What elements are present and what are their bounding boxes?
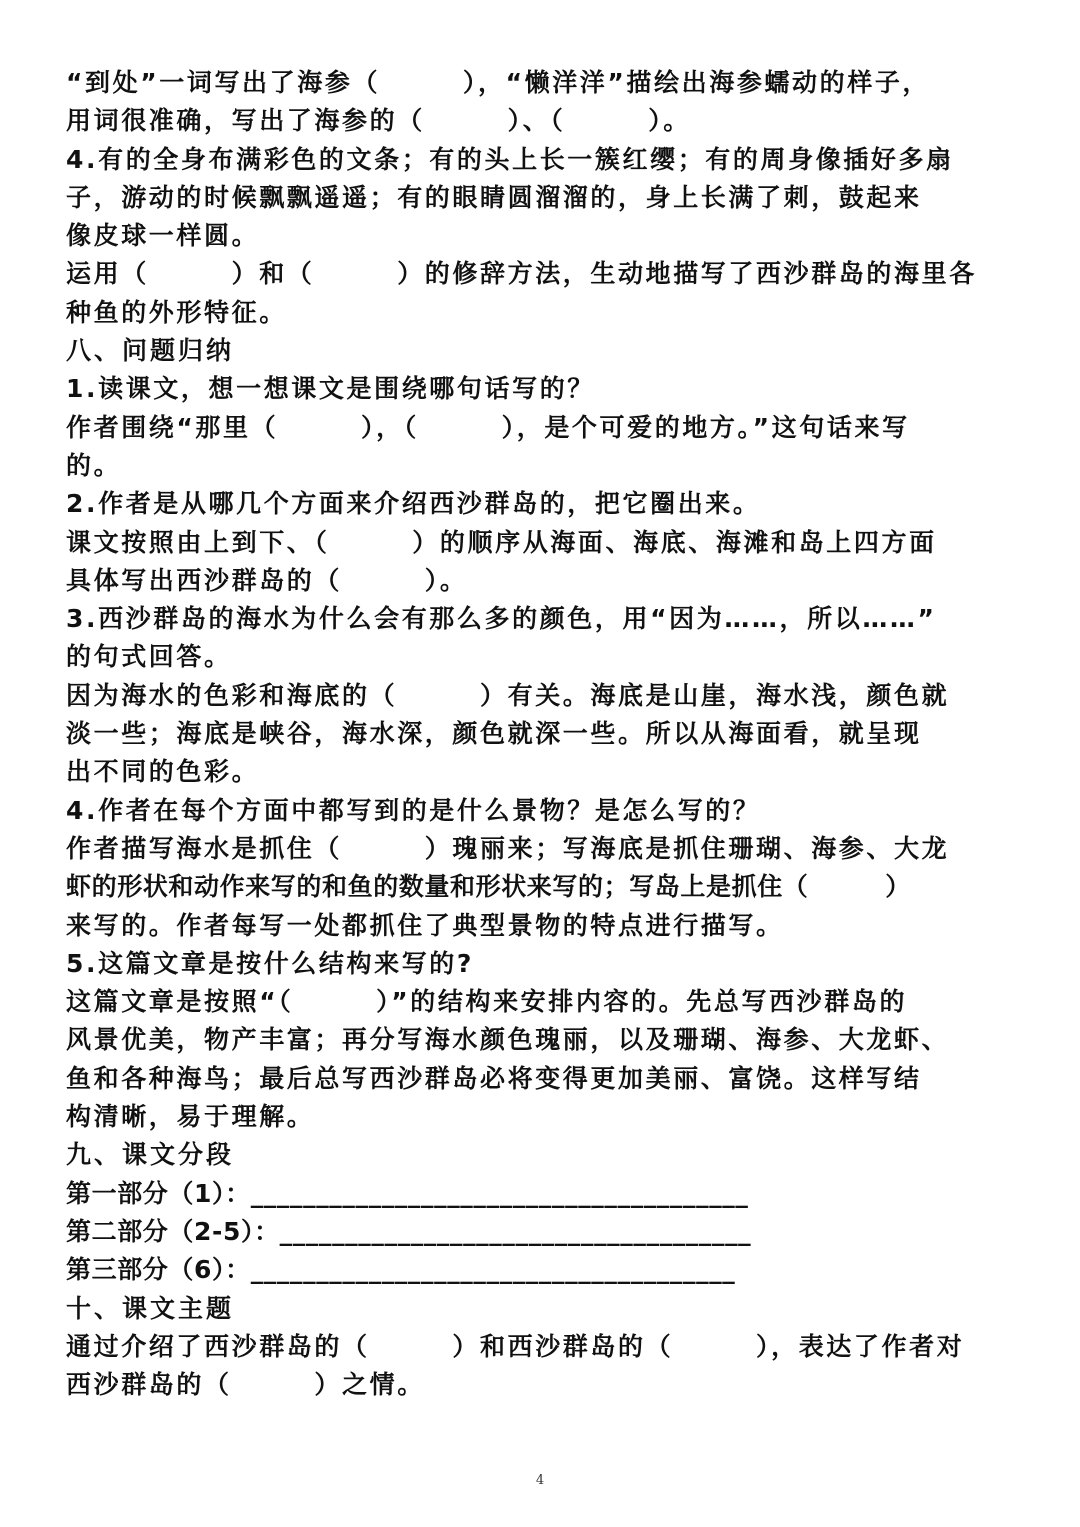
text-line: 运用（ ）和（ ）的修辞方法，生动地描写了西沙群岛的海里各 <box>66 259 977 289</box>
text-line: 鱼和各种海鸟；最后总写西沙群岛必将变得更加美丽、富饶。这样写结 <box>66 1063 922 1093</box>
question-4: 4.作者在每个方面中都写到的是什么景物？是怎么写的？ <box>66 795 761 825</box>
text-line: 课文按照由上到下、（ ）的顺序从海面、海底、海滩和岛上四方面 <box>66 527 937 557</box>
text-line: 来写的。作者每写一处都抓住了典型景物的特点进行描写。 <box>66 910 784 940</box>
question-2: 2.作者是从哪几个方面来介绍西沙群岛的，把它圈出来。 <box>66 489 761 519</box>
text-line: 风景优美，物产丰富；再分写海水颜色瑰丽，以及珊瑚、海参、大龙虾、 <box>66 1025 950 1055</box>
text-line: 用词很准确，写出了海参的（ ）、（ ）。 <box>66 106 691 136</box>
page-number: 4 <box>535 1473 545 1488</box>
text-line: 4.有的全身布满彩色的文条；有的头上长一簇红缨；有的周身像插好多扇 <box>66 144 954 174</box>
section-heading-10: 十、课文主题 <box>66 1293 235 1323</box>
segment-part-3: 第三部分（6）：_____________________________________ <box>66 1255 736 1285</box>
text-line: 构清晰，易于理解。 <box>66 1102 315 1132</box>
text-line: 的句式回答。 <box>66 642 232 672</box>
text-line: 出不同的色彩。 <box>66 757 260 787</box>
text-line: 淡一些；海底是峡谷，海水深，颜色就深一些。所以从海面看，就呈现 <box>66 719 922 749</box>
text-line: 具体写出西沙群岛的（ ）。 <box>66 565 468 595</box>
text-line: 这篇文章是按照“（ ）”的结构来安排内容的。先总写西沙群岛的 <box>66 987 908 1017</box>
text-line: 子，游动的时候飘飘遥遥；有的眼睛圆溜溜的，身上长满了刺，鼓起来 <box>66 182 922 212</box>
section-heading-9: 九、课文分段 <box>66 1140 235 1170</box>
segment-part-2: 第二部分（2-5）：____________________________________ <box>66 1216 752 1246</box>
text-line: 作者描写海水是抓住（ ）瑰丽来；写海底是抓住珊瑚、海参、大龙 <box>66 833 950 863</box>
question-5: 5.这篇文章是按什么结构来写的? <box>66 948 474 978</box>
segment-part-1: 第一部分（1）：______________________________________ <box>66 1178 749 1208</box>
text-line: 种鱼的外形特征。 <box>66 297 287 327</box>
text-line: 西沙群岛的（ ）之情。 <box>66 1370 425 1400</box>
text-line: 的。 <box>66 450 122 480</box>
text-line: 作者围绕“那里（ ），（ ），是个可爱的地方。”这句话来写 <box>66 412 910 442</box>
question-3: 3.西沙群岛的海水为什么会有那么多的颜色，用“因为……，所以……” <box>66 604 937 634</box>
document-body <box>66 64 1016 1404</box>
text-line: 虾的形状和动作来写的和鱼的数量和形状来写的；写岛上是抓住（ ） <box>66 872 911 902</box>
text-line: 因为海水的色彩和海底的（ ）有关。海底是山崖，海水浅，颜色就 <box>66 680 950 710</box>
text-line: 像皮球一样圆。 <box>66 221 260 251</box>
question-1: 1.读课文，想一想课文是围绕哪句话写的？ <box>66 374 595 404</box>
text-line: 通过介绍了西沙群岛的（ ）和西沙群岛的（ ），表达了作者对 <box>66 1331 965 1361</box>
text-line: “到处”一词写出了海参（ ），“懒洋洋”描绘出海参蠕动的样子， <box>66 68 931 97</box>
section-heading-8: 八、问题归纳 <box>66 336 235 366</box>
